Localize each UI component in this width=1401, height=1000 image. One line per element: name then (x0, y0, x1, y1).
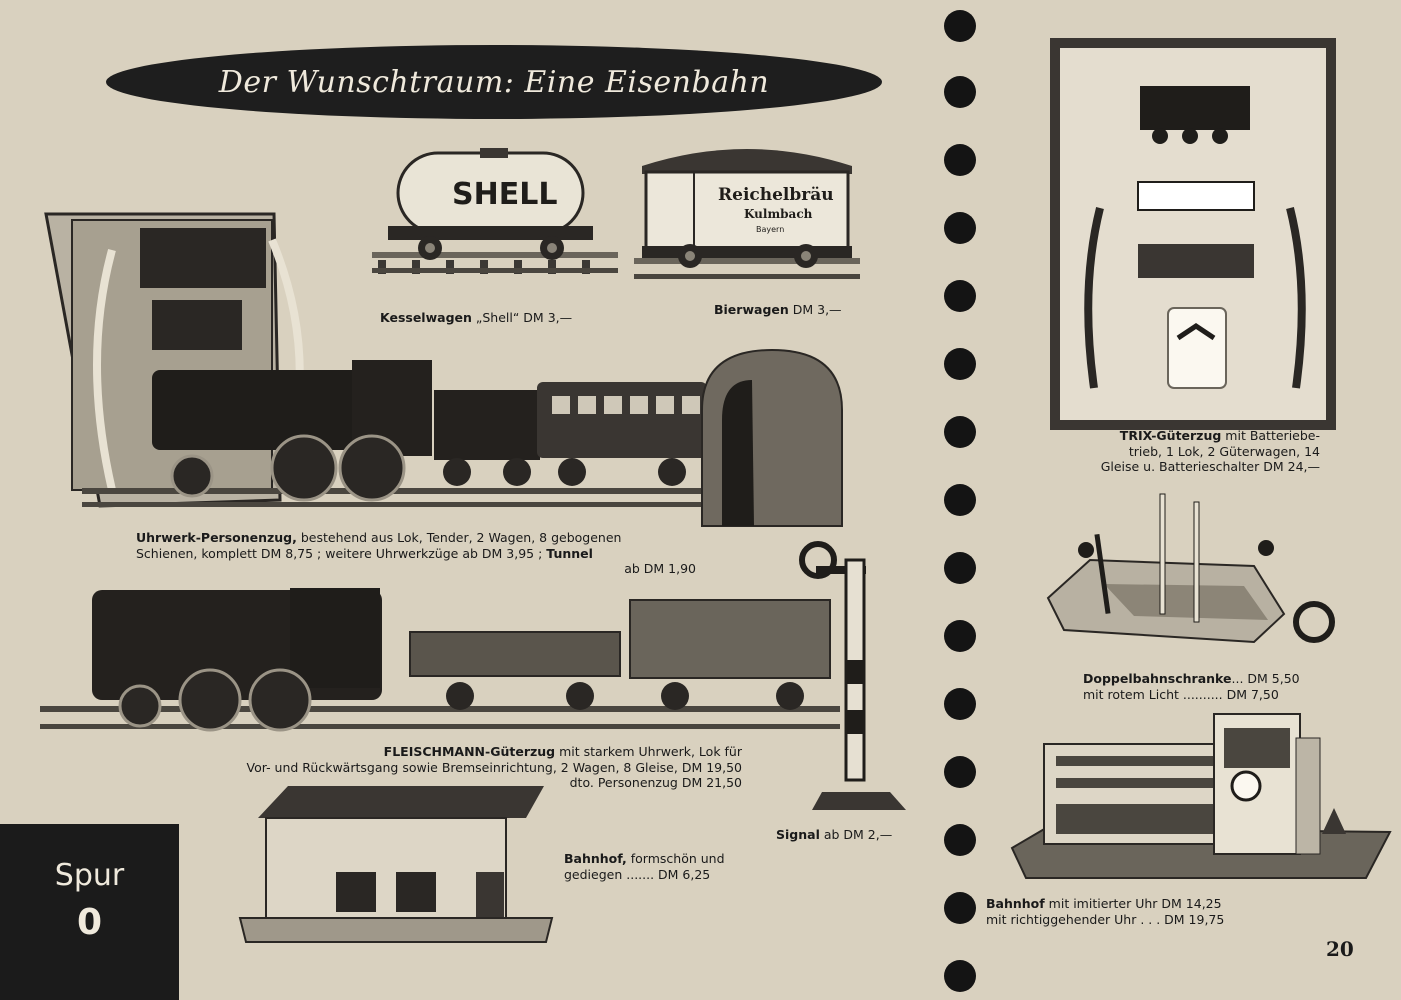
binding-hole (944, 620, 976, 652)
signal-name: Signal (776, 827, 820, 842)
fleischmann-line2: Vor- und Rückwärtsgang sowie Bremseinrichtung, 2 Wagen, 8 Gleise, DM 19,50 (246, 759, 742, 775)
bahnhof2-line2: mit richtiggehender Uhr . . . DM 19,75 (986, 911, 1225, 927)
caption-bahnhof2 (986, 896, 1224, 927)
freight-train-illustration (40, 578, 840, 758)
binding-hole (944, 212, 976, 244)
small-station-illustration (236, 782, 556, 952)
binding-holes (944, 10, 978, 1000)
page-number: 20 (1326, 937, 1354, 961)
spur-number: 0 (76, 902, 103, 943)
uhrwerk-name: Uhrwerk-Personenzug, (136, 530, 297, 545)
title-banner (106, 45, 882, 119)
beer-town-text: Kulmbach (744, 207, 813, 221)
bahnhof2-line1: mit imitierter Uhr DM 14,25 (1048, 896, 1222, 911)
spur-gauge-box (0, 824, 179, 1000)
page-title: Der Wunschtraum: Eine Eisenbahn (218, 64, 770, 100)
beer-region-text: Bayern (756, 225, 785, 234)
binding-hole (944, 688, 976, 720)
caption-trix (1066, 428, 1320, 475)
fleischmann-line3: dto. Personenzug DM 21,50 (569, 775, 742, 790)
kesselwagen-name: Kesselwagen (380, 310, 472, 325)
caption-uhrwerk (136, 530, 696, 577)
schranke-line2: mit rotem Licht .......... DM 7,50 (1083, 686, 1279, 702)
bierwagen-name: Bierwagen (714, 302, 789, 317)
binding-hole (944, 76, 976, 108)
shell-logo-text: SHELL (452, 177, 558, 212)
binding-hole (944, 280, 976, 312)
schranke-name: Doppelbahnschranke (1083, 671, 1232, 686)
binding-hole (944, 144, 976, 176)
binding-hole (944, 552, 976, 584)
binding-hole (944, 960, 976, 992)
trix-name: TRIX-Güterzug (1119, 428, 1222, 443)
fleischmann-line1: mit starkem Uhrwerk, Lok für (559, 744, 742, 759)
binding-hole (944, 348, 976, 380)
kesselwagen-price: „Shell“ DM 3,— (475, 310, 573, 325)
caption-bahnhof1 (564, 851, 725, 882)
fleischmann-name: FLEISCHMANN-Güterzug (383, 744, 556, 759)
binding-hole (944, 10, 976, 42)
bahnhof1-name: Bahnhof, (564, 851, 627, 866)
binding-hole (944, 892, 976, 924)
level-crossing-illustration (1044, 474, 1360, 660)
beer-brand-text: Reichelbräu (718, 185, 834, 205)
bahnhof1-line2: gediegen ....... DM 6,25 (564, 866, 711, 882)
trix-set-illustration (1050, 38, 1336, 430)
signal-price: ab DM 2,— (823, 827, 893, 842)
bierwagen-price: DM 3,— (792, 302, 842, 317)
signal-illustration (796, 540, 916, 820)
trix-line2: trieb, 1 Lok, 2 Güterwagen, 14 (1128, 443, 1320, 459)
uhrwerk-line1: bestehend aus Lok, Tender, 2 Wagen, 8 gebogenen (300, 530, 622, 545)
binding-hole (944, 756, 976, 788)
binding-hole (944, 416, 976, 448)
trix-line3: Gleise u. Batterieschalter DM 24,— (1100, 459, 1320, 474)
uhrwerk-line3: ab DM 1,90 (624, 561, 696, 576)
tunnel-name: Tunnel (546, 545, 593, 561)
large-station-illustration (1006, 708, 1398, 898)
caption-schranke (1083, 671, 1300, 702)
binding-hole (944, 484, 976, 516)
bahnhof2-name: Bahnhof (986, 896, 1045, 911)
passenger-train-illustration (42, 210, 894, 528)
trix-line1: mit Batteriebe- (1225, 428, 1320, 443)
binding-hole (944, 824, 976, 856)
uhrwerk-line2: Schienen, komplett DM 8,75 ; weitere Uhrwerkzüge ab DM 3,95 ; (136, 545, 543, 561)
schranke-line1: ... DM 5,50 (1231, 671, 1300, 686)
caption-signal (776, 827, 892, 843)
spur-label: Spur (54, 858, 125, 893)
bahnhof1-line1: formschön und (630, 851, 725, 866)
